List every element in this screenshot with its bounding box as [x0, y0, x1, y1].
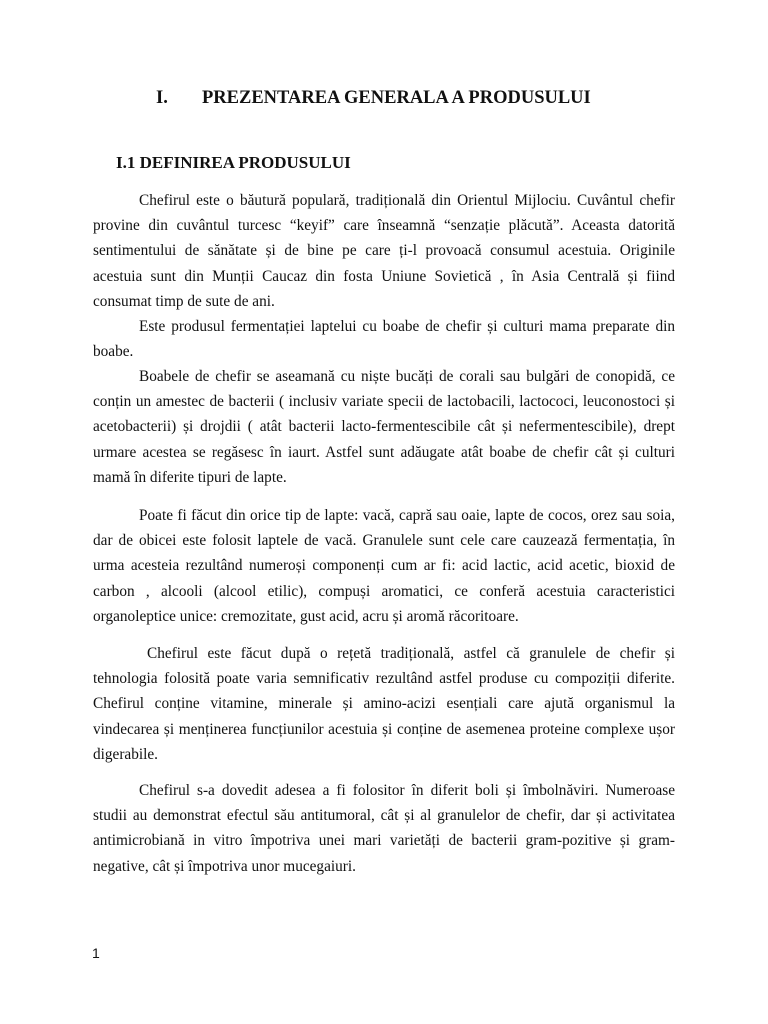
paragraph-line: dar de obicei este folosit laptele de vacă. Granulele sunt cele care cauzează fermentația, în: [93, 532, 675, 550]
paragraph-line: acestuia sunt din Munții Caucaz din fosta Uniune Sovietică , în Asia Centrală și fiind: [93, 267, 675, 285]
paragraph-4: [93, 503, 675, 629]
paragraph-line: sentimentului de sănătate și de bine pe care ți-l provoacă consumul acestuia. Originile: [93, 242, 675, 260]
chapter-title: [156, 88, 591, 109]
chapter-number: I.: [156, 88, 168, 108]
section-title: I.1 DEFINIREA PRODUSULUI: [116, 153, 351, 172]
page-number: 1: [92, 945, 100, 961]
paragraph-line: digerabile.: [93, 745, 158, 763]
paragraph-line: Chefirul conține vitamine, minerale și amino-acizi esențiali care ajută organismul la: [93, 695, 675, 713]
paragraph-5: [93, 641, 675, 767]
paragraph-line: organoleptice unice: cremozitate, gust acid, acru și aromă răcoritoare.: [93, 607, 519, 625]
paragraph-1: [93, 188, 675, 314]
paragraph-line: studii au demonstrat efectul său antitumoral, cât și al granulelor de chefir, dar și activitatea: [93, 807, 675, 825]
paragraph-line: Poate fi făcut din orice tip de lapte: vacă, capră sau oaie, lapte de cocos, orez sau soia,: [139, 507, 675, 524]
paragraph-line: conțin un amestec de bacterii ( inclusiv variate specii de lactobacili, lactococi, leuconostoci și: [93, 393, 675, 411]
paragraph-line: antimicrobiană in vitro împotriva unei mari varietăți de bacterii gram-pozitive și gram-: [93, 832, 675, 850]
paragraph-line: Chefirul este o băutură populară, tradițională din Orientul Mijlociu. Cuvântul chefir: [139, 192, 675, 209]
paragraph-6: [93, 778, 675, 879]
paragraph-line: mamă în diferite tipuri de lapte.: [93, 468, 287, 486]
paragraph-line: consumat timp de sute de ani.: [93, 292, 275, 310]
paragraph-line: Chefirul s-a dovedit adesea a fi folositor în diferit boli și îmbolnăviri. Numeroase: [139, 782, 675, 799]
paragraph-line: Este produsul fermentației laptelui cu boabe de chefir și culturi mama preparate din: [139, 318, 675, 335]
paragraph-line: provine din cuvântul turcesc “keyif” care înseamnă “senzație plăcută”. Aceasta datorită: [93, 217, 675, 235]
paragraph-line: vindecarea și menținerea funcțiunilor acestuia și conține de asemenea proteine complexe ușor: [93, 720, 675, 738]
paragraph-line: carbon , alcooli (alcool etilic), compuși aromatici, ce conferă acestuia caracteristici: [93, 582, 675, 600]
paragraph-line: negative, cât și împotriva unor mucegaiuri.: [93, 857, 356, 875]
paragraph-line: urma acesteia rezultând numeroși componenți cum ar fi: acid lactic, acid acetic, bioxid de: [93, 557, 675, 575]
paragraph-line: boabe.: [93, 343, 134, 361]
paragraph-2: [93, 314, 675, 364]
paragraph-3: [93, 364, 675, 490]
paragraph-line: Chefirul este făcut după o rețetă tradițională, astfel că granulele de chefir și: [147, 645, 675, 662]
chapter-title-text: PREZENTAREA GENERALA A PRODUSULUI: [202, 88, 591, 108]
paragraph-line: Boabele de chefir se aseamană cu niște bucăți de corali sau bulgări de conopidă, ce: [139, 368, 675, 385]
paragraph-line: tehnologia folosită poate varia semnificativ rezultând astfel produse cu compoziții diferite.: [93, 670, 675, 688]
paragraph-line: acetobacterii) și drojdii ( atât bacterii lacto-fermentescibile cât și nefermentescibile), drept: [93, 418, 675, 436]
paragraph-line: urmare acestea se regăsesc în iaurt. Astfel sunt adăugate atât boabe de chefir cât și culturi: [93, 443, 675, 461]
